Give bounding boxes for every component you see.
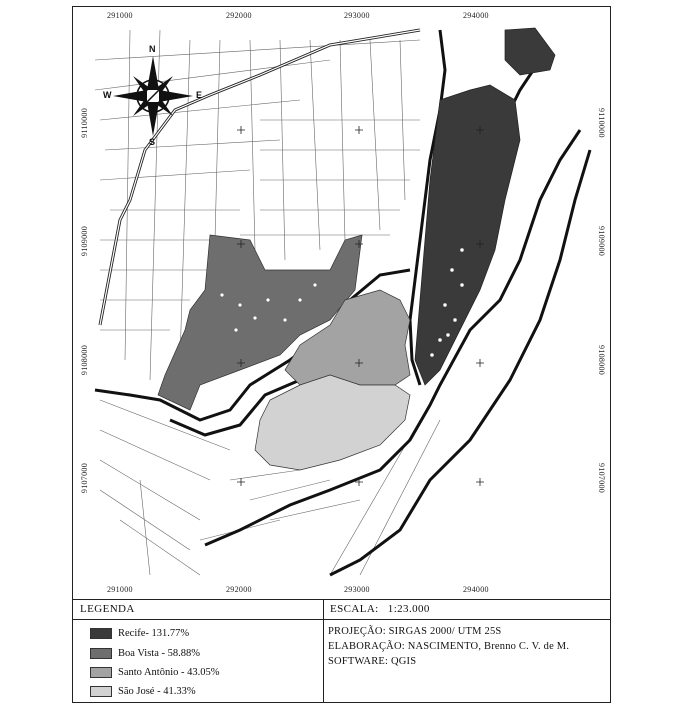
south-label: S: [149, 137, 156, 147]
east-label: E: [196, 90, 203, 100]
grid-bottom-label: 291000: [107, 585, 133, 594]
north-arrow-icon: [113, 56, 193, 136]
scale-text: [330, 603, 430, 615]
legend-swatch: [90, 667, 112, 678]
legend-label: Santo Antônio - 43.05%: [118, 666, 220, 678]
panel-separator: [72, 599, 611, 600]
legend-label: São José - 41.33%: [118, 685, 196, 697]
legend-title: LEGENDA: [80, 603, 135, 615]
legend-label: Recife- 131.77%: [118, 627, 190, 639]
scale-value: 1:23.000: [387, 603, 430, 615]
legend-item-sao-jose: [90, 685, 196, 697]
panel-divider: [323, 599, 324, 703]
grid-right-label: 9107000: [597, 463, 606, 494]
west-label: W: [103, 90, 112, 100]
legend-swatch: [90, 628, 112, 639]
grid-top-label: 294000: [463, 11, 489, 20]
legend-swatch: [90, 686, 112, 697]
grid-left-label: 9108000: [80, 345, 89, 376]
panel-header-separator: [72, 619, 611, 620]
grid-right-label: 9110000: [597, 108, 606, 138]
grid-bottom-label: 292000: [226, 585, 252, 594]
software-text: SOFTWARE: QGIS: [328, 656, 417, 667]
scale-label: ESCALA:: [330, 603, 379, 615]
grid-left-label: 9109000: [80, 226, 89, 257]
legend-item-recife: [90, 627, 189, 639]
district-recife-north: [505, 28, 555, 75]
grid-left-label: 9110000: [80, 108, 89, 138]
legend-item-boa-vista: [90, 647, 200, 659]
grid-right-label: 9109000: [597, 226, 606, 257]
projection-text: PROJEÇÃO: SIRGAS 2000/ UTM 25S: [328, 626, 502, 637]
author-text: ELABORAÇÃO: NASCIMENTO, Brenno C. V. de M.: [328, 641, 570, 652]
legend-swatch: [90, 648, 112, 659]
district-recife: [415, 85, 520, 385]
grid-top-label: 291000: [107, 11, 133, 20]
grid-right-label: 9108000: [597, 345, 606, 376]
grid-bottom-label: 293000: [344, 585, 370, 594]
grid-bottom-label: 294000: [463, 585, 489, 594]
legend-item-santo-antonio: [90, 666, 220, 678]
legend-label: Boa Vista - 58.88%: [118, 647, 201, 659]
north-label: N: [149, 44, 156, 54]
grid-left-label: 9107000: [80, 463, 89, 494]
grid-top-label: 292000: [226, 11, 252, 20]
grid-top-label: 293000: [344, 11, 370, 20]
